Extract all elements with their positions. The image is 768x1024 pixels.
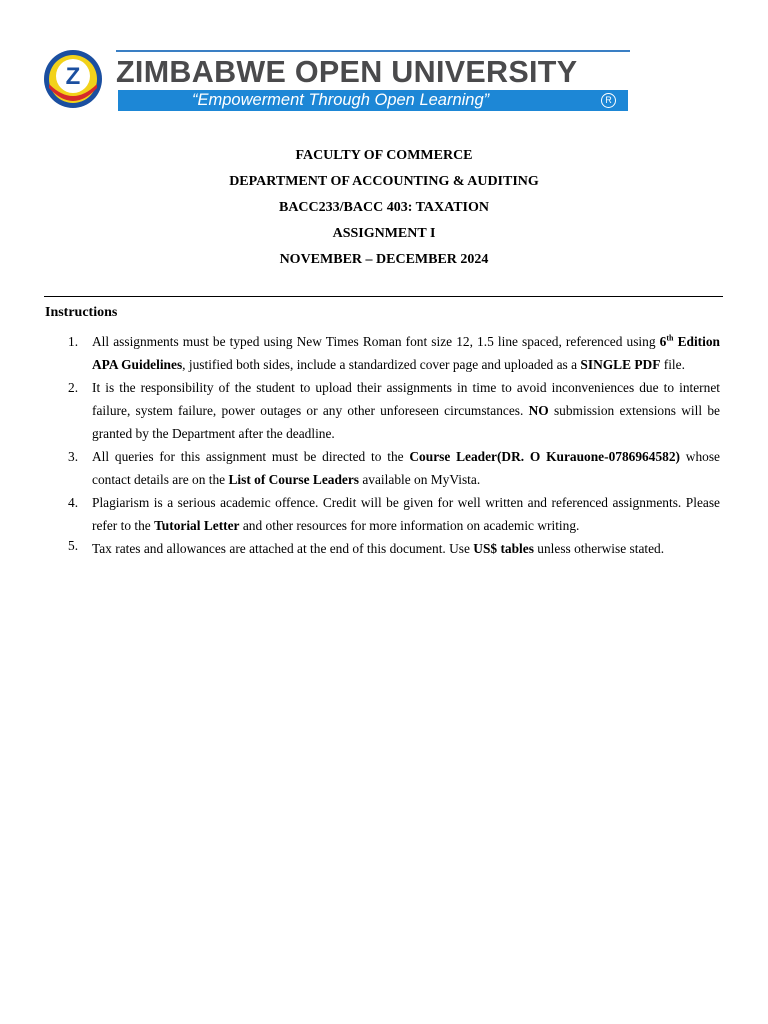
university-motto: “Empowerment Through Open Learning” xyxy=(192,91,490,109)
instructions-list xyxy=(44,330,720,557)
university-name: ZIMBABWE OPEN UNIVERSITY xyxy=(116,50,630,92)
horizontal-divider xyxy=(44,296,723,297)
department-title: DEPARTMENT OF ACCOUNTING & AUDITING xyxy=(229,174,539,189)
period-title: NOVEMBER – DECEMBER 2024 xyxy=(279,252,489,267)
logo-letter: Z xyxy=(65,63,81,90)
list-item: 3. All queries for this assignment must be directed to the Course Leader(DR. O Kurauone-0786964582) whose contact details are on the List of Course Leaders available on MyVista. xyxy=(68,449,720,487)
document-headings xyxy=(0,146,768,276)
assignment-title: ASSIGNMENT I xyxy=(332,226,436,241)
motto-banner xyxy=(118,90,628,111)
list-item: 1. All assignments must be typed using New Times Roman font size 12, 1.5 line spaced, referenced using 6th Edition APA Guidelines, justified both sides, include a standardized cover page and uploaded as a SINGLE PDF file. xyxy=(68,333,720,372)
instructions-heading: Instructions xyxy=(45,305,118,320)
university-logo-icon xyxy=(43,48,103,110)
registered-trademark-icon: R xyxy=(601,93,616,108)
list-item: 4. Plagiarism is a serious academic offence. Credit will be given for well written and referenced assignments. Please refer to the Tutorial Letter and other resources for more information on academic writing. xyxy=(68,495,720,533)
list-item: 5. Tax rates and allowances are attached at the end of this document. Use US$ tables unless otherwise stated. xyxy=(68,538,665,556)
course-title: BACC233/BACC 403: TAXATION xyxy=(278,200,489,215)
list-item: 2. It is the responsibility of the student to upload their assignments in time to avoid inconveniences due to internet failure, system failure, power outages or any other unforeseen circumstances. NO submission extensions will be granted by the Department after the deadline. xyxy=(68,380,720,441)
faculty-title: FACULTY OF COMMERCE xyxy=(295,148,473,163)
